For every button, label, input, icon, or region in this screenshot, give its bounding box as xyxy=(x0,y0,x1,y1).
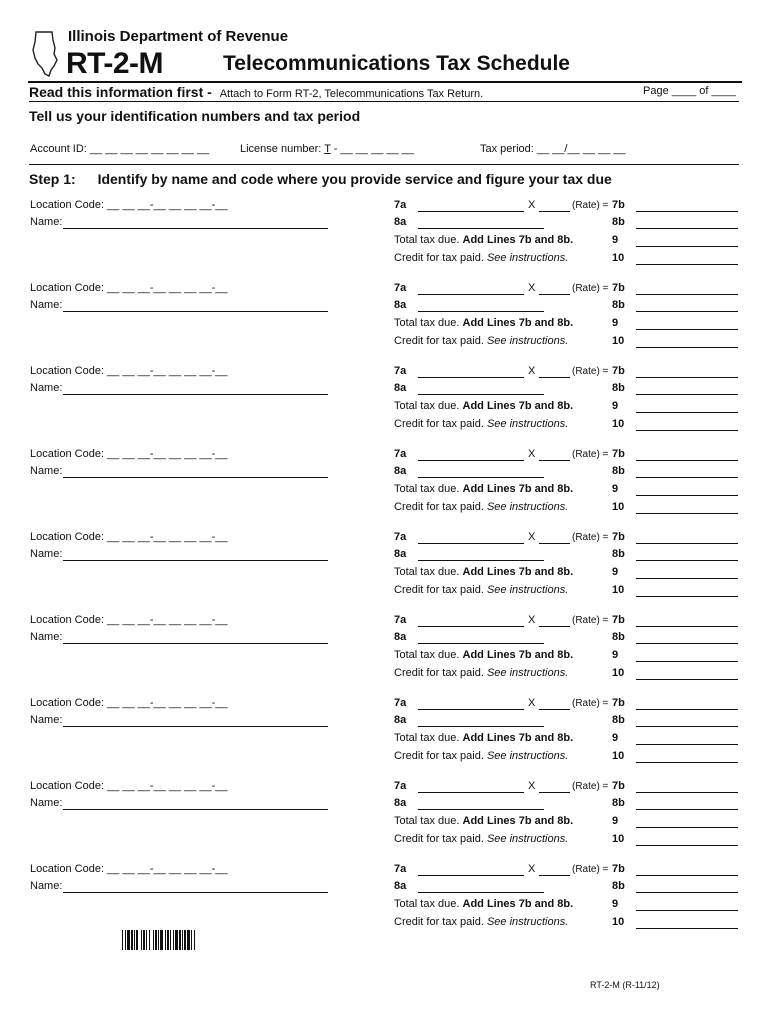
rate-field[interactable] xyxy=(539,875,570,876)
rate-field[interactable] xyxy=(539,543,570,544)
location-code-field[interactable]: Location Code: __ __ __-__ __ __ __-__ xyxy=(30,282,228,294)
line-10-label: 10 xyxy=(612,501,625,513)
credit-instruction: See instructions. xyxy=(486,916,569,928)
name-label: Name: xyxy=(30,797,63,809)
line-8b-label: 8b xyxy=(612,880,625,892)
line-7a-field[interactable] xyxy=(418,294,524,295)
total-tax-due-instruction: Add Lines 7b and 8b. xyxy=(462,400,574,412)
name-label: Name: xyxy=(30,631,63,643)
location-block xyxy=(0,448,770,520)
credit-instruction: See instructions. xyxy=(486,335,569,347)
line-8a-field[interactable] xyxy=(418,228,544,229)
total-tax-due-label xyxy=(394,483,573,495)
line-8b-field[interactable] xyxy=(636,477,738,478)
location-code-field[interactable]: Location Code: __ __ __-__ __ __ __-__ xyxy=(30,614,228,626)
step-1-number: Step 1: xyxy=(29,171,76,187)
line-8a-field[interactable] xyxy=(418,477,544,478)
line-7a-field[interactable] xyxy=(418,626,524,627)
line-7a-field[interactable] xyxy=(418,543,524,544)
rate-field[interactable] xyxy=(539,709,570,710)
line-9-field[interactable] xyxy=(636,827,738,828)
line-7b-field[interactable] xyxy=(636,792,738,793)
total-tax-due-instruction: Add Lines 7b and 8b. xyxy=(462,566,574,578)
line-10-field[interactable] xyxy=(636,347,738,348)
total-tax-due-instruction: Add Lines 7b and 8b. xyxy=(462,483,574,495)
line-9-field[interactable] xyxy=(636,495,738,496)
license-number-field[interactable] xyxy=(240,143,414,155)
line-7a-label: 7a xyxy=(394,780,407,792)
line-9-field[interactable] xyxy=(636,246,738,247)
line-10-field[interactable] xyxy=(636,264,738,265)
line-7a-field[interactable] xyxy=(418,377,524,378)
info-rule xyxy=(29,101,739,102)
credit-label xyxy=(394,750,568,762)
name-field[interactable] xyxy=(63,560,328,561)
line-8b-label: 8b xyxy=(612,216,625,228)
line-7a-field[interactable] xyxy=(418,460,524,461)
total-tax-due-instruction: Add Lines 7b and 8b. xyxy=(462,732,574,744)
credit-label xyxy=(394,418,568,430)
read-first-notice xyxy=(29,84,483,100)
line-8a-label: 8a xyxy=(394,299,407,311)
rate-label: (Rate) = xyxy=(572,449,609,460)
line-10-field[interactable] xyxy=(636,845,738,846)
line-9-label: 9 xyxy=(612,649,619,661)
step-1-description: Identify by name and code where you provide service and figure your tax due xyxy=(97,171,612,187)
line-10-label: 10 xyxy=(612,335,625,347)
line-8b-field[interactable] xyxy=(636,643,738,644)
location-block xyxy=(0,614,770,686)
total-tax-due-text: Total tax due. xyxy=(394,234,460,246)
total-tax-due-text: Total tax due. xyxy=(394,400,460,412)
line-7b-field[interactable] xyxy=(636,294,738,295)
line-7a-label: 7a xyxy=(394,697,407,709)
total-tax-due-text: Total tax due. xyxy=(394,815,460,827)
location-code-field[interactable]: Location Code: __ __ __-__ __ __ __-__ xyxy=(30,448,228,460)
line-10-label: 10 xyxy=(612,252,625,264)
total-tax-due-instruction: Add Lines 7b and 8b. xyxy=(462,317,574,329)
rate-field[interactable] xyxy=(539,294,570,295)
line-7b-label: 7b xyxy=(612,614,625,626)
location-block xyxy=(0,780,770,852)
line-9-label: 9 xyxy=(612,898,619,910)
line-7b-label: 7b xyxy=(612,531,625,543)
line-7b-field[interactable] xyxy=(636,377,738,378)
credit-text: Credit for tax paid. xyxy=(394,418,484,430)
rate-label: (Rate) = xyxy=(572,781,609,792)
license-number-label: License number: xyxy=(240,143,325,155)
line-10-field[interactable] xyxy=(636,596,738,597)
read-first-label: Read this information first - xyxy=(29,84,212,100)
form-title: Telecommunications Tax Schedule xyxy=(223,52,570,75)
total-tax-due-instruction: Add Lines 7b and 8b. xyxy=(462,649,574,661)
credit-instruction: See instructions. xyxy=(486,252,569,264)
credit-instruction: See instructions. xyxy=(486,501,569,513)
line-8b-field[interactable] xyxy=(636,228,738,229)
credit-label xyxy=(394,667,568,679)
name-field[interactable] xyxy=(63,892,328,893)
line-8b-label: 8b xyxy=(612,382,625,394)
line-8a-label: 8a xyxy=(394,216,407,228)
line-8a-label: 8a xyxy=(394,631,407,643)
rate-label: (Rate) = xyxy=(572,283,609,294)
line-10-label: 10 xyxy=(612,667,625,679)
rate-label: (Rate) = xyxy=(572,615,609,626)
line-8a-label: 8a xyxy=(394,382,407,394)
name-field[interactable] xyxy=(63,726,328,727)
line-7a-field[interactable] xyxy=(418,792,524,793)
rate-label: (Rate) = xyxy=(572,698,609,709)
rate-label: (Rate) = xyxy=(572,200,609,211)
times-sign: X xyxy=(528,614,536,626)
name-label: Name: xyxy=(30,299,63,311)
line-7a-field[interactable] xyxy=(418,709,524,710)
location-block xyxy=(0,282,770,354)
line-9-label: 9 xyxy=(612,234,619,246)
times-sign: X xyxy=(528,531,536,543)
line-9-label: 9 xyxy=(612,317,619,329)
line-7b-label: 7b xyxy=(612,282,625,294)
line-7b-label: 7b xyxy=(612,697,625,709)
credit-instruction: See instructions. xyxy=(486,750,569,762)
form-number: RT-2-M xyxy=(66,47,163,80)
total-tax-due-text: Total tax due. xyxy=(394,566,460,578)
name-field[interactable] xyxy=(63,394,328,395)
line-9-field[interactable] xyxy=(636,910,738,911)
location-code-field[interactable]: Location Code: __ __ __-__ __ __ __-__ xyxy=(30,780,228,792)
name-label: Name: xyxy=(30,216,63,228)
total-tax-due-instruction: Add Lines 7b and 8b. xyxy=(462,898,574,910)
rate-field[interactable] xyxy=(539,377,570,378)
credit-instruction: See instructions. xyxy=(486,584,569,596)
location-code-field[interactable]: Location Code: __ __ __-__ __ __ __-__ xyxy=(30,531,228,543)
name-field[interactable] xyxy=(63,311,328,312)
rate-field[interactable] xyxy=(539,792,570,793)
rate-label: (Rate) = xyxy=(572,532,609,543)
line-7a-label: 7a xyxy=(394,448,407,460)
location-block xyxy=(0,863,770,935)
location-block xyxy=(0,697,770,769)
credit-text: Credit for tax paid. xyxy=(394,335,484,347)
line-7a-field[interactable] xyxy=(418,875,524,876)
line-9-field[interactable] xyxy=(636,329,738,330)
name-field[interactable] xyxy=(63,228,328,229)
total-tax-due-label xyxy=(394,317,573,329)
credit-text: Credit for tax paid. xyxy=(394,750,484,762)
line-9-label: 9 xyxy=(612,400,619,412)
identification-heading: Tell us your identification numbers and tax period xyxy=(29,108,361,124)
line-9-field[interactable] xyxy=(636,661,738,662)
credit-instruction: See instructions. xyxy=(486,418,569,430)
page-counter[interactable]: Page ____ of ____ xyxy=(643,85,736,97)
line-7a-field[interactable] xyxy=(418,211,524,212)
line-8b-field[interactable] xyxy=(636,726,738,727)
total-tax-due-label xyxy=(394,898,573,910)
line-8a-field[interactable] xyxy=(418,560,544,561)
identification-rule xyxy=(29,164,739,165)
total-tax-due-label xyxy=(394,649,573,661)
total-tax-due-instruction: Add Lines 7b and 8b. xyxy=(462,234,574,246)
name-label: Name: xyxy=(30,382,63,394)
line-10-field[interactable] xyxy=(636,430,738,431)
line-8b-label: 8b xyxy=(612,797,625,809)
credit-text: Credit for tax paid. xyxy=(394,584,484,596)
line-8b-field[interactable] xyxy=(636,560,738,561)
total-tax-due-text: Total tax due. xyxy=(394,898,460,910)
line-9-field[interactable] xyxy=(636,744,738,745)
line-7b-field[interactable] xyxy=(636,460,738,461)
license-prefix: T xyxy=(324,143,331,155)
illinois-map-icon xyxy=(30,30,60,78)
line-8a-field[interactable] xyxy=(418,643,544,644)
line-8a-field[interactable] xyxy=(418,394,544,395)
rate-field[interactable] xyxy=(539,211,570,212)
location-code-field[interactable]: Location Code: __ __ __-__ __ __ __-__ xyxy=(30,863,228,875)
location-code-field[interactable]: Location Code: __ __ __-__ __ __ __-__ xyxy=(30,697,228,709)
line-7a-label: 7a xyxy=(394,531,407,543)
line-7b-label: 7b xyxy=(612,448,625,460)
location-code-field[interactable]: Location Code: __ __ __-__ __ __ __-__ xyxy=(30,365,228,377)
credit-instruction: See instructions. xyxy=(486,833,569,845)
location-block xyxy=(0,199,770,271)
line-9-label: 9 xyxy=(612,732,619,744)
line-8b-label: 8b xyxy=(612,465,625,477)
line-10-field[interactable] xyxy=(636,679,738,680)
line-10-label: 10 xyxy=(612,833,625,845)
attach-note: Attach to Form RT-2, Telecommunications Tax Return. xyxy=(219,88,484,100)
license-digits: - __ __ __ __ __ xyxy=(330,143,414,155)
line-10-field[interactable] xyxy=(636,928,738,929)
line-8a-label: 8a xyxy=(394,714,407,726)
line-10-label: 10 xyxy=(612,750,625,762)
location-block xyxy=(0,365,770,437)
line-8b-field[interactable] xyxy=(636,311,738,312)
line-9-field[interactable] xyxy=(636,412,738,413)
credit-text: Credit for tax paid. xyxy=(394,833,484,845)
line-7a-label: 7a xyxy=(394,863,407,875)
total-tax-due-text: Total tax due. xyxy=(394,732,460,744)
total-tax-due-text: Total tax due. xyxy=(394,649,460,661)
line-10-label: 10 xyxy=(612,916,625,928)
line-8a-label: 8a xyxy=(394,880,407,892)
barcode-image xyxy=(122,930,252,950)
line-9-field[interactable] xyxy=(636,578,738,579)
credit-label xyxy=(394,584,568,596)
total-tax-due-label xyxy=(394,732,573,744)
line-7a-label: 7a xyxy=(394,199,407,211)
header-rule xyxy=(28,81,742,83)
total-tax-due-text: Total tax due. xyxy=(394,317,460,329)
total-tax-due-instruction: Add Lines 7b and 8b. xyxy=(462,815,574,827)
line-8a-field[interactable] xyxy=(418,311,544,312)
line-8a-field[interactable] xyxy=(418,892,544,893)
line-7b-label: 7b xyxy=(612,199,625,211)
name-field[interactable] xyxy=(63,643,328,644)
tax-period-field[interactable]: Tax period: __ __/__ __ __ __ xyxy=(480,143,626,155)
name-label: Name: xyxy=(30,465,63,477)
rate-field[interactable] xyxy=(539,460,570,461)
name-label: Name: xyxy=(30,714,63,726)
line-8b-label: 8b xyxy=(612,714,625,726)
times-sign: X xyxy=(528,448,536,460)
total-tax-due-label xyxy=(394,234,573,246)
times-sign: X xyxy=(528,697,536,709)
line-8a-label: 8a xyxy=(394,797,407,809)
credit-label xyxy=(394,501,568,513)
step-1-heading xyxy=(29,171,612,187)
total-tax-due-label xyxy=(394,815,573,827)
line-7b-field[interactable] xyxy=(636,543,738,544)
line-8b-label: 8b xyxy=(612,299,625,311)
line-8b-label: 8b xyxy=(612,548,625,560)
credit-text: Credit for tax paid. xyxy=(394,501,484,513)
name-field[interactable] xyxy=(63,477,328,478)
line-8b-label: 8b xyxy=(612,631,625,643)
line-7b-field[interactable] xyxy=(636,709,738,710)
line-8a-field[interactable] xyxy=(418,809,544,810)
account-id-field[interactable]: Account ID: __ __ __ __ __ __ __ __ xyxy=(30,143,210,155)
line-7a-label: 7a xyxy=(394,365,407,377)
times-sign: X xyxy=(528,780,536,792)
rate-field[interactable] xyxy=(539,626,570,627)
rate-label: (Rate) = xyxy=(572,366,609,377)
line-7b-label: 7b xyxy=(612,365,625,377)
line-7b-label: 7b xyxy=(612,863,625,875)
name-field[interactable] xyxy=(63,809,328,810)
times-sign: X xyxy=(528,365,536,377)
line-9-label: 9 xyxy=(612,483,619,495)
line-10-field[interactable] xyxy=(636,762,738,763)
credit-label xyxy=(394,335,568,347)
line-8b-field[interactable] xyxy=(636,394,738,395)
total-tax-due-label xyxy=(394,400,573,412)
credit-label xyxy=(394,252,568,264)
times-sign: X xyxy=(528,199,536,211)
credit-label xyxy=(394,916,568,928)
credit-instruction: See instructions. xyxy=(486,667,569,679)
rate-label: (Rate) = xyxy=(572,864,609,875)
times-sign: X xyxy=(528,282,536,294)
credit-text: Credit for tax paid. xyxy=(394,667,484,679)
line-7b-field[interactable] xyxy=(636,875,738,876)
location-block xyxy=(0,531,770,603)
credit-label xyxy=(394,833,568,845)
line-8b-field[interactable] xyxy=(636,809,738,810)
line-9-label: 9 xyxy=(612,566,619,578)
line-8a-label: 8a xyxy=(394,548,407,560)
total-tax-due-label xyxy=(394,566,573,578)
name-label: Name: xyxy=(30,880,63,892)
total-tax-due-text: Total tax due. xyxy=(394,483,460,495)
line-8b-field[interactable] xyxy=(636,892,738,893)
credit-text: Credit for tax paid. xyxy=(394,252,484,264)
line-8a-field[interactable] xyxy=(418,726,544,727)
credit-text: Credit for tax paid. xyxy=(394,916,484,928)
name-label: Name: xyxy=(30,548,63,560)
form-revision: RT-2-M (R-11/12) xyxy=(590,980,660,990)
times-sign: X xyxy=(528,863,536,875)
line-8a-label: 8a xyxy=(394,465,407,477)
line-7b-label: 7b xyxy=(612,780,625,792)
agency-name: Illinois Department of Revenue xyxy=(68,28,289,45)
line-7a-label: 7a xyxy=(394,282,407,294)
location-code-field[interactable]: Location Code: __ __ __-__ __ __ __-__ xyxy=(30,199,228,211)
line-7b-field[interactable] xyxy=(636,626,738,627)
line-10-label: 10 xyxy=(612,418,625,430)
line-7a-label: 7a xyxy=(394,614,407,626)
line-7b-field[interactable] xyxy=(636,211,738,212)
line-10-label: 10 xyxy=(612,584,625,596)
line-9-label: 9 xyxy=(612,815,619,827)
line-10-field[interactable] xyxy=(636,513,738,514)
